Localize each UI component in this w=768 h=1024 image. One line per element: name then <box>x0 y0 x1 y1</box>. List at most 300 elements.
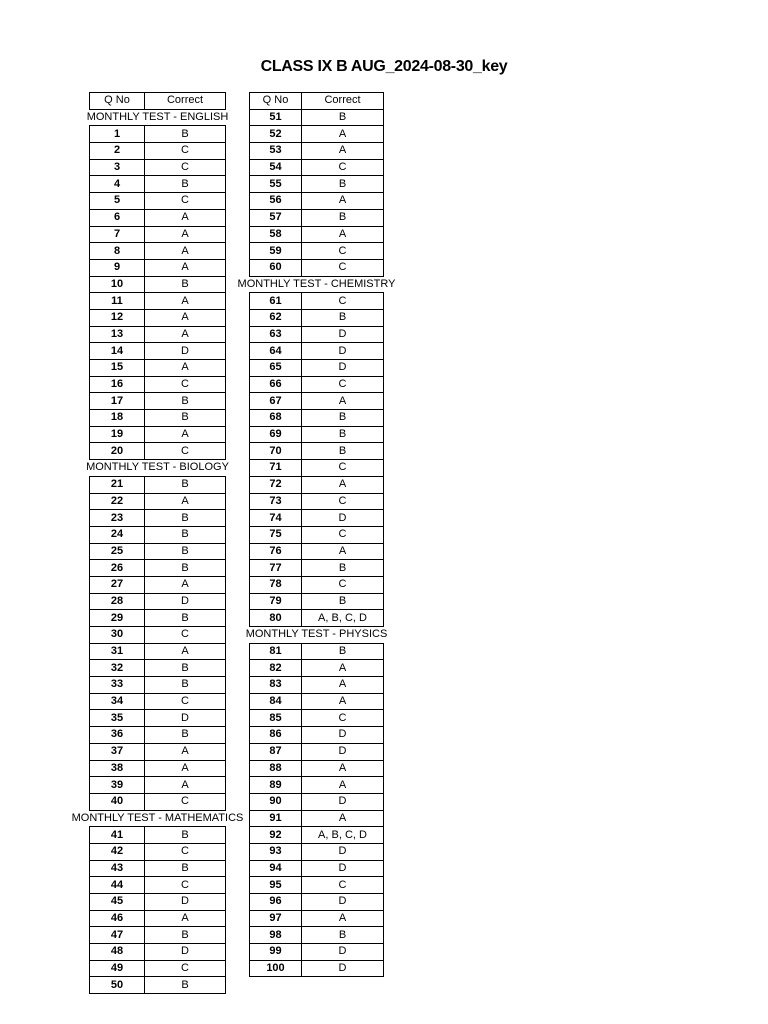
table-row <box>90 576 226 593</box>
question-number: 3 <box>90 159 145 176</box>
correct-answer: D <box>302 360 384 377</box>
correct-answer: B <box>145 560 226 577</box>
question-number: 26 <box>90 560 145 577</box>
correct-answer: A <box>145 243 226 260</box>
correct-answer: D <box>145 593 226 610</box>
table-row <box>90 877 226 894</box>
correct-answer: B <box>302 643 384 660</box>
section-header-row <box>90 109 226 126</box>
correct-answer: A <box>302 677 384 694</box>
section-title: MONTHLY TEST - MATHEMATICS <box>71 811 244 824</box>
correct-answer: B <box>145 526 226 543</box>
table-row <box>90 843 226 860</box>
correct-answer: B <box>302 593 384 610</box>
table-row <box>90 760 226 777</box>
correct-answer: A <box>145 309 226 326</box>
correct-answer: C <box>302 710 384 727</box>
table-row <box>250 293 384 310</box>
table-row <box>90 193 226 210</box>
section-header-row <box>90 460 226 477</box>
question-number: 73 <box>250 493 302 510</box>
question-number: 83 <box>250 677 302 694</box>
table-row <box>250 810 384 827</box>
question-number: 72 <box>250 476 302 493</box>
question-number: 32 <box>90 660 145 677</box>
question-number: 52 <box>250 126 302 143</box>
answer-key-table-right <box>237 92 396 977</box>
question-number: 76 <box>250 543 302 560</box>
question-number: 86 <box>250 727 302 744</box>
question-number: 4 <box>90 176 145 193</box>
table-row <box>90 643 226 660</box>
correct-answer: C <box>302 376 384 393</box>
correct-answer: D <box>302 860 384 877</box>
correct-answer: C <box>302 576 384 593</box>
question-number: 39 <box>90 777 145 794</box>
correct-answer: B <box>145 543 226 560</box>
correct-answer: C <box>145 143 226 160</box>
correct-answer: B <box>302 109 384 126</box>
question-number: 50 <box>90 977 145 994</box>
question-number: 81 <box>250 643 302 660</box>
table-row <box>250 843 384 860</box>
question-number: 12 <box>90 309 145 326</box>
question-number: 38 <box>90 760 145 777</box>
correct-answer: A <box>145 777 226 794</box>
correct-answer: B <box>302 426 384 443</box>
question-number: 61 <box>250 293 302 310</box>
question-number: 92 <box>250 827 302 844</box>
table-row <box>90 793 226 810</box>
correct-answer: A <box>302 126 384 143</box>
table-row <box>250 894 384 911</box>
question-number: 69 <box>250 426 302 443</box>
question-number: 53 <box>250 143 302 160</box>
table-row <box>250 209 384 226</box>
correct-answer: C <box>302 259 384 276</box>
question-number: 60 <box>250 259 302 276</box>
correct-answer: C <box>145 376 226 393</box>
table-row <box>90 159 226 176</box>
correct-answer: D <box>302 727 384 744</box>
question-number: 7 <box>90 226 145 243</box>
correct-answer: B <box>302 560 384 577</box>
question-number: 48 <box>90 944 145 961</box>
correct-answer: D <box>302 343 384 360</box>
table-row <box>250 760 384 777</box>
correct-answer: A, B, C, D <box>302 610 384 627</box>
correct-answer: D <box>302 894 384 911</box>
answer-key-table-left <box>71 92 244 994</box>
question-number: 20 <box>90 443 145 460</box>
table-row <box>250 960 384 977</box>
table-row <box>90 693 226 710</box>
question-number: 17 <box>90 393 145 410</box>
question-number: 99 <box>250 944 302 961</box>
correct-answer: A <box>302 777 384 794</box>
table-row <box>250 777 384 794</box>
question-number: 63 <box>250 326 302 343</box>
section-title: MONTHLY TEST - PHYSICS <box>245 628 388 640</box>
question-number: 10 <box>90 276 145 293</box>
question-number: 14 <box>90 343 145 360</box>
table-row <box>250 593 384 610</box>
table-row <box>250 827 384 844</box>
question-number: 22 <box>90 493 145 510</box>
correct-answer: C <box>145 877 226 894</box>
table-row <box>90 543 226 560</box>
question-number: 88 <box>250 760 302 777</box>
table-row <box>90 426 226 443</box>
table-row <box>250 393 384 410</box>
question-number: 42 <box>90 843 145 860</box>
page-title: CLASS IX B AUG_2024-08-30_key <box>260 58 508 75</box>
correct-answer: A <box>145 209 226 226</box>
question-number: 1 <box>90 126 145 143</box>
table-row <box>90 710 226 727</box>
table-row <box>250 927 384 944</box>
question-number: 91 <box>250 810 302 827</box>
table-row <box>250 493 384 510</box>
correct-answer: C <box>302 243 384 260</box>
table-row <box>250 243 384 260</box>
question-number: 59 <box>250 243 302 260</box>
correct-answer: B <box>302 176 384 193</box>
question-number: 57 <box>250 209 302 226</box>
table-row <box>250 410 384 427</box>
table-row <box>250 576 384 593</box>
correct-answer: B <box>145 510 226 527</box>
question-number: 87 <box>250 743 302 760</box>
question-number: 78 <box>250 576 302 593</box>
table-row <box>90 293 226 310</box>
section-header-row <box>90 810 226 827</box>
correct-answer: C <box>145 693 226 710</box>
table-row <box>250 510 384 527</box>
question-number: 51 <box>250 109 302 126</box>
table-row <box>90 493 226 510</box>
question-number: 19 <box>90 426 145 443</box>
correct-answer: B <box>145 727 226 744</box>
correct-answer: B <box>145 827 226 844</box>
question-number: 47 <box>90 927 145 944</box>
table-row <box>250 793 384 810</box>
question-number: 36 <box>90 727 145 744</box>
question-number: 15 <box>90 360 145 377</box>
table-row <box>250 727 384 744</box>
question-number: 71 <box>250 460 302 477</box>
correct-answer: B <box>145 977 226 994</box>
table-row <box>250 643 384 660</box>
table-row <box>90 176 226 193</box>
table-row <box>90 960 226 977</box>
q-no-header: Q No <box>250 93 302 110</box>
table-row <box>250 910 384 927</box>
table-row <box>90 476 226 493</box>
section-title: MONTHLY TEST - BIOLOGY <box>86 461 229 474</box>
question-number: 97 <box>250 910 302 927</box>
question-number: 66 <box>250 376 302 393</box>
question-number: 18 <box>90 410 145 427</box>
table-row <box>250 877 384 894</box>
table-row <box>90 944 226 961</box>
table-row <box>90 410 226 427</box>
table-row <box>250 176 384 193</box>
correct-answer: A <box>145 293 226 310</box>
question-number: 40 <box>90 793 145 810</box>
table-row <box>90 343 226 360</box>
correct-answer: A <box>302 226 384 243</box>
table-row <box>90 910 226 927</box>
table-row <box>90 860 226 877</box>
table-row <box>90 927 226 944</box>
correct-header: Correct <box>145 93 226 110</box>
table-row <box>90 727 226 744</box>
table-row <box>250 443 384 460</box>
q-no-header: Q No <box>90 93 145 110</box>
table-row <box>90 526 226 543</box>
question-number: 56 <box>250 193 302 210</box>
question-number: 49 <box>90 960 145 977</box>
question-number: 31 <box>90 643 145 660</box>
correct-answer: C <box>302 460 384 477</box>
table-row <box>250 560 384 577</box>
correct-answer: B <box>145 410 226 427</box>
table-row <box>250 944 384 961</box>
table-row <box>90 510 226 527</box>
table-row <box>90 977 226 994</box>
question-number: 46 <box>90 910 145 927</box>
correct-answer: A <box>145 743 226 760</box>
question-number: 82 <box>250 660 302 677</box>
table-row <box>250 143 384 160</box>
table-row <box>250 360 384 377</box>
table-row <box>90 209 226 226</box>
table-row <box>250 660 384 677</box>
table-row <box>250 126 384 143</box>
table-row <box>250 610 384 627</box>
correct-answer: D <box>302 843 384 860</box>
table-row <box>90 610 226 627</box>
correct-answer: A <box>302 693 384 710</box>
table-row <box>90 777 226 794</box>
table-row <box>90 660 226 677</box>
table-row <box>250 326 384 343</box>
table-row <box>90 309 226 326</box>
question-number: 95 <box>250 877 302 894</box>
correct-answer: A <box>302 193 384 210</box>
question-number: 100 <box>250 960 302 977</box>
question-number: 74 <box>250 510 302 527</box>
question-number: 33 <box>90 677 145 694</box>
correct-answer: B <box>145 393 226 410</box>
correct-answer: D <box>145 343 226 360</box>
correct-answer: B <box>145 126 226 143</box>
correct-answer: B <box>145 476 226 493</box>
correct-answer: B <box>145 610 226 627</box>
correct-answer: B <box>145 860 226 877</box>
question-number: 80 <box>250 610 302 627</box>
question-number: 8 <box>90 243 145 260</box>
table-row <box>90 593 226 610</box>
correct-answer: A <box>145 426 226 443</box>
table-row <box>90 393 226 410</box>
question-number: 85 <box>250 710 302 727</box>
question-number: 35 <box>90 710 145 727</box>
table-row <box>250 476 384 493</box>
correct-answer: A <box>302 810 384 827</box>
table-row <box>250 109 384 126</box>
table-row <box>90 243 226 260</box>
correct-answer: A, B, C, D <box>302 827 384 844</box>
table-row <box>250 193 384 210</box>
section-header-row <box>250 276 384 293</box>
table-row <box>90 443 226 460</box>
correct-answer: A <box>302 660 384 677</box>
question-number: 24 <box>90 526 145 543</box>
question-number: 70 <box>250 443 302 460</box>
table-row <box>90 376 226 393</box>
table-row <box>90 627 226 644</box>
table-row <box>250 376 384 393</box>
correct-answer: D <box>302 944 384 961</box>
section-title: MONTHLY TEST - CHEMISTRY <box>237 277 396 290</box>
correct-answer: D <box>302 743 384 760</box>
correct-answer: B <box>302 410 384 427</box>
correct-answer: A <box>302 910 384 927</box>
question-number: 28 <box>90 593 145 610</box>
table-row <box>250 743 384 760</box>
table-row <box>250 343 384 360</box>
correct-answer: B <box>145 176 226 193</box>
question-number: 30 <box>90 627 145 644</box>
correct-answer: C <box>145 843 226 860</box>
table-row <box>90 894 226 911</box>
question-number: 21 <box>90 476 145 493</box>
correct-answer: C <box>302 159 384 176</box>
table-row <box>250 460 384 477</box>
question-number: 27 <box>90 576 145 593</box>
table-row <box>90 259 226 276</box>
question-number: 9 <box>90 259 145 276</box>
question-number: 6 <box>90 209 145 226</box>
correct-answer: A <box>302 760 384 777</box>
correct-answer: A <box>145 493 226 510</box>
section-title: MONTHLY TEST - ENGLISH <box>86 110 229 123</box>
correct-answer: C <box>145 443 226 460</box>
correct-answer: A <box>145 643 226 660</box>
question-number: 23 <box>90 510 145 527</box>
question-number: 93 <box>250 843 302 860</box>
table-row <box>250 543 384 560</box>
question-number: 58 <box>250 226 302 243</box>
question-number: 54 <box>250 159 302 176</box>
table-row <box>90 143 226 160</box>
correct-answer: D <box>145 944 226 961</box>
question-number: 90 <box>250 793 302 810</box>
correct-answer: D <box>302 510 384 527</box>
question-number: 34 <box>90 693 145 710</box>
table-row <box>90 677 226 694</box>
table-row <box>90 226 226 243</box>
question-number: 79 <box>250 593 302 610</box>
correct-answer: B <box>302 309 384 326</box>
correct-answer: A <box>302 543 384 560</box>
correct-answer: A <box>145 910 226 927</box>
correct-answer: B <box>302 443 384 460</box>
correct-answer: C <box>145 960 226 977</box>
correct-answer: D <box>302 793 384 810</box>
table-row <box>90 827 226 844</box>
correct-answer: A <box>145 259 226 276</box>
question-number: 62 <box>250 309 302 326</box>
table-row <box>250 426 384 443</box>
question-number: 75 <box>250 526 302 543</box>
correct-answer: A <box>145 576 226 593</box>
correct-answer: A <box>302 393 384 410</box>
correct-answer: D <box>145 710 226 727</box>
correct-answer: C <box>145 159 226 176</box>
table-row <box>250 226 384 243</box>
question-number: 64 <box>250 343 302 360</box>
question-number: 44 <box>90 877 145 894</box>
correct-header: Correct <box>302 93 384 110</box>
correct-answer: A <box>145 226 226 243</box>
question-number: 13 <box>90 326 145 343</box>
table-row <box>250 309 384 326</box>
correct-answer: C <box>302 293 384 310</box>
correct-answer: D <box>302 960 384 977</box>
question-number: 29 <box>90 610 145 627</box>
correct-answer: B <box>145 927 226 944</box>
question-number: 41 <box>90 827 145 844</box>
question-number: 5 <box>90 193 145 210</box>
correct-answer: C <box>145 627 226 644</box>
correct-answer: C <box>145 193 226 210</box>
correct-answer: C <box>302 877 384 894</box>
correct-answer: A <box>302 476 384 493</box>
question-number: 67 <box>250 393 302 410</box>
question-number: 43 <box>90 860 145 877</box>
table-row <box>250 259 384 276</box>
correct-answer: B <box>145 660 226 677</box>
correct-answer: D <box>145 894 226 911</box>
table-row <box>90 326 226 343</box>
table-row <box>250 693 384 710</box>
correct-answer: A <box>302 143 384 160</box>
table-row <box>250 677 384 694</box>
question-number: 84 <box>250 693 302 710</box>
question-number: 16 <box>90 376 145 393</box>
question-number: 45 <box>90 894 145 911</box>
question-number: 11 <box>90 293 145 310</box>
section-header-row <box>250 627 384 644</box>
question-number: 65 <box>250 360 302 377</box>
question-number: 77 <box>250 560 302 577</box>
question-number: 25 <box>90 543 145 560</box>
table-row <box>90 276 226 293</box>
table-row <box>90 360 226 377</box>
correct-answer: A <box>145 326 226 343</box>
question-number: 2 <box>90 143 145 160</box>
correct-answer: B <box>145 276 226 293</box>
correct-answer: C <box>302 493 384 510</box>
correct-answer: B <box>302 927 384 944</box>
table-row <box>90 743 226 760</box>
table-row <box>250 526 384 543</box>
table-row <box>90 126 226 143</box>
correct-answer: B <box>302 209 384 226</box>
